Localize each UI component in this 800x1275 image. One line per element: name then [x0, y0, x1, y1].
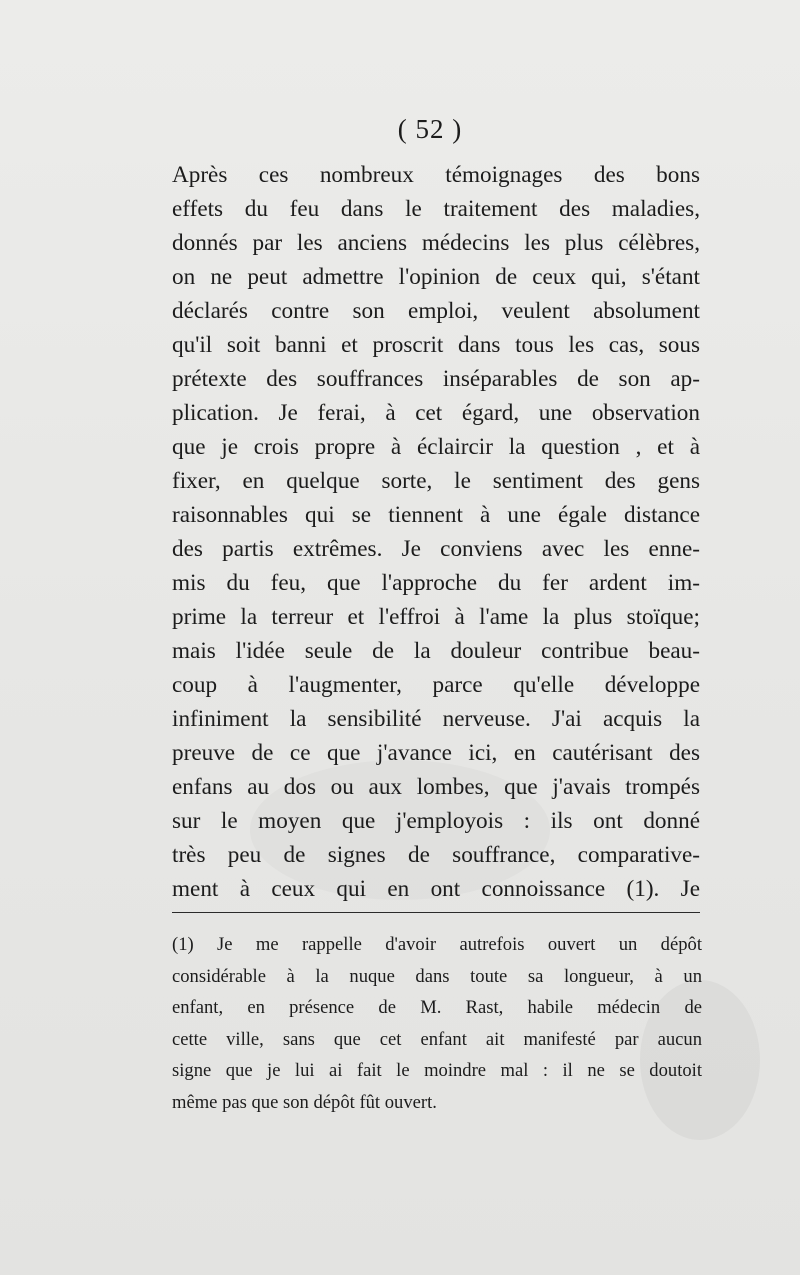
text-line: déclarés contre son emploi, veulent absolument: [172, 298, 700, 324]
page-number: ( 52 ): [397, 114, 463, 144]
text-line: Après ces nombreux témoignages des bons: [172, 162, 700, 188]
text-line: raisonnables qui se tiennent à une égale distance: [172, 502, 700, 528]
footnote-line: (1) Je me rappelle d'avoir autrefois ouvert un dépôt: [172, 934, 702, 955]
text-line: très peu de signes de souffrance, comparative-: [172, 842, 700, 868]
text-line: coup à l'augmenter, parce qu'elle développe: [172, 672, 700, 698]
text-line: que je crois propre à éclaircir la question , et à: [172, 434, 700, 460]
text-line: prétexte des souffrances inséparables de son ap-: [172, 366, 700, 392]
footnote-line: enfant, en présence de M. Rast, habile médecin de: [172, 997, 702, 1018]
text-line: enfans au dos ou aux lombes, que j'avais trompés: [172, 774, 700, 800]
text-line: sur le moyen que j'employois : ils ont donné: [172, 808, 700, 834]
footnote: [172, 929, 702, 1118]
body-text: [172, 158, 700, 906]
text-line: on ne peut admettre l'opinion de ceux qui, s'étant: [172, 264, 700, 290]
footnote-line: même pas que son dépôt fût ouvert.: [172, 1091, 437, 1113]
text-line: mais l'idée seule de la douleur contribue beau-: [172, 638, 700, 664]
text-line: mis du feu, que l'approche du fer ardent im-: [172, 570, 700, 596]
footnote-line: cette ville, sans que cet enfant ait manifesté par aucun: [172, 1028, 702, 1050]
text-line: plication. Je ferai, à cet égard, une observation: [172, 400, 700, 426]
text-line: donnés par les anciens médecins les plus célèbres,: [172, 230, 700, 256]
footnote-line: signe que je lui ai fait le moindre mal : il ne se doutoit: [172, 1060, 702, 1081]
text-line: infiniment la sensibilité nerveuse. J'ai acquis la: [172, 706, 700, 732]
text-line: prime la terreur et l'effroi à l'ame la plus stoïque;: [172, 604, 700, 630]
text-line: fixer, en quelque sorte, le sentiment des gens: [172, 468, 700, 494]
footnote-divider: [172, 912, 700, 913]
text-line: preuve de ce que j'avance ici, en cautérisant des: [172, 740, 700, 766]
text-line: ment à ceux qui en ont connoissance (1). Je: [172, 876, 700, 902]
text-line: effets du feu dans le traitement des maladies,: [172, 196, 700, 222]
text-line: qu'il soit banni et proscrit dans tous les cas, sous: [172, 332, 700, 358]
text-line: des partis extrêmes. Je conviens avec les enne-: [172, 536, 700, 562]
footnote-line: considérable à la nuque dans toute sa longueur, à un: [172, 965, 702, 987]
